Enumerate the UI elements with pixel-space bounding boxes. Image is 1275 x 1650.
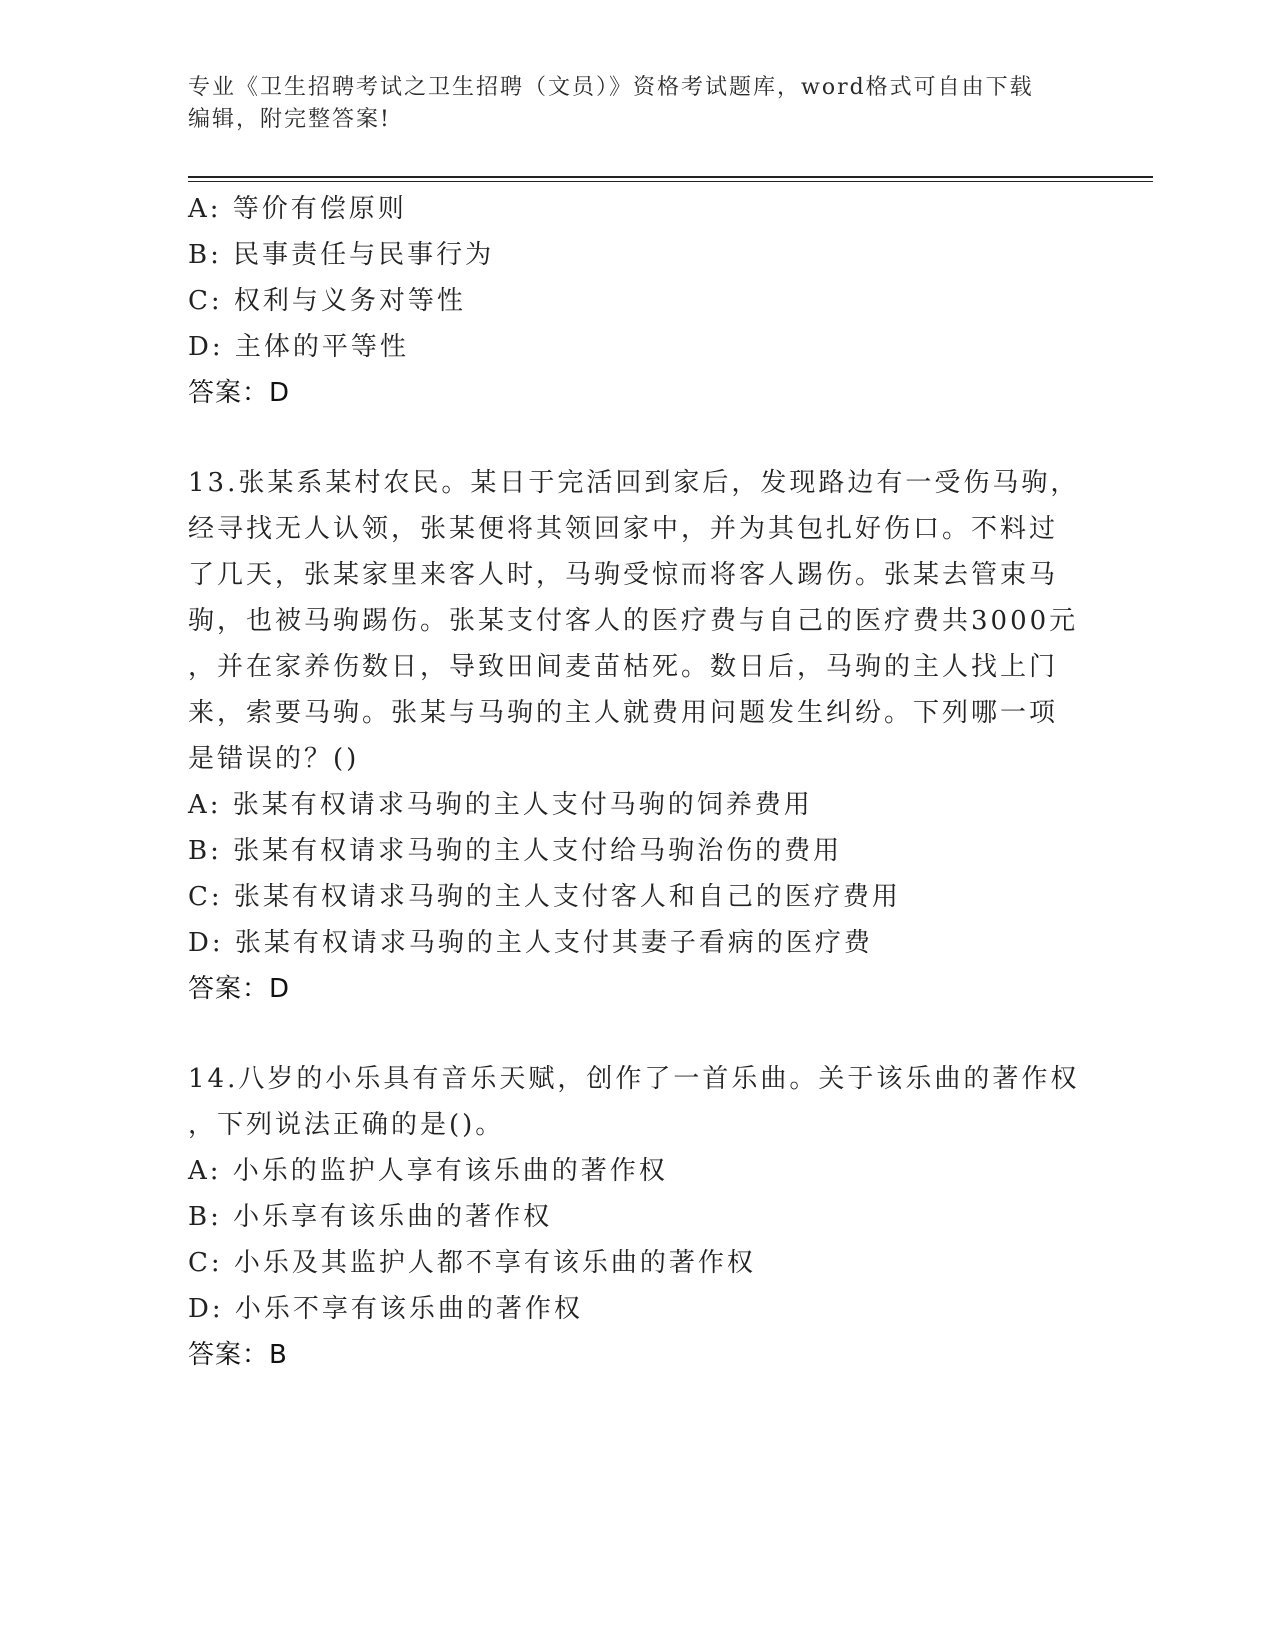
header-line-1: 专业《卫生招聘考试之卫生招聘（文员）》资格考试题库，word格式可自由下载 bbox=[188, 75, 1034, 100]
question-14 bbox=[188, 1056, 1088, 1378]
q12-answer: 答案：D bbox=[188, 378, 291, 408]
q14-option-a: A: 小乐的监护人享有该乐曲的著作权 bbox=[188, 1156, 668, 1186]
header-divider-thick bbox=[188, 176, 1153, 178]
q13-stem-line: 驹，也被马驹踢伤。张某支付客人的医疗费与自己的医疗费共3000元 bbox=[188, 606, 1079, 636]
spacer bbox=[188, 1012, 1088, 1056]
q13-stem-line: 是错误的？() bbox=[188, 744, 360, 774]
q13-answer: 答案：D bbox=[188, 974, 291, 1004]
q13-stem-line: 经寻找无人认领，张某便将其领回家中，并为其包扎好伤口。不料过 bbox=[188, 514, 1059, 544]
q14-option-d: D: 小乐不享有该乐曲的著作权 bbox=[188, 1294, 583, 1324]
q14-option-b: B: 小乐享有该乐曲的著作权 bbox=[188, 1202, 553, 1232]
header-line-2: 编辑，附完整答案! bbox=[188, 107, 391, 132]
q13-option-c: C: 张某有权请求马驹的主人支付客人和自己的医疗费用 bbox=[188, 882, 901, 912]
q12-option-a: A: 等价有偿原则 bbox=[188, 194, 407, 224]
q12-option-d: D: 主体的平等性 bbox=[188, 332, 409, 362]
header-divider-thin bbox=[188, 181, 1153, 182]
q13-option-d: D: 张某有权请求马驹的主人支付其妻子看病的医疗费 bbox=[188, 928, 873, 958]
document-header bbox=[188, 72, 1068, 136]
q13-option-a: A: 张某有权请求马驹的主人支付马驹的饲养费用 bbox=[188, 790, 813, 820]
q14-stem-line: 14.八岁的小乐具有音乐天赋，创作了一首乐曲。关于该乐曲的著作权 bbox=[188, 1064, 1080, 1094]
question-list bbox=[188, 186, 1088, 1378]
q13-stem-line: 来，索要马驹。张某与马驹的主人就费用问题发生纠纷。下列哪一项 bbox=[188, 698, 1059, 728]
q12-option-c: C: 权利与义务对等性 bbox=[188, 286, 466, 316]
q13-stem-line: 13.张某系某村农民。某日于完活回到家后，发现路边有一受伤马驹， bbox=[188, 468, 1080, 498]
question-12 bbox=[188, 186, 1088, 416]
q14-option-c: C: 小乐及其监护人都不享有该乐曲的著作权 bbox=[188, 1248, 756, 1278]
q14-answer: 答案：B bbox=[188, 1340, 288, 1370]
question-13 bbox=[188, 460, 1088, 1012]
q12-option-b: B: 民事责任与民事行为 bbox=[188, 240, 495, 270]
q13-stem-line: 了几天，张某家里来客人时，马驹受惊而将客人踢伤。张某去管束马 bbox=[188, 560, 1059, 590]
q13-option-b: B: 张某有权请求马驹的主人支付给马驹治伤的费用 bbox=[188, 836, 843, 866]
q14-stem-line: ，下列说法正确的是()。 bbox=[188, 1110, 505, 1140]
q13-stem-line: ，并在家养伤数日，导致田间麦苗枯死。数日后，马驹的主人找上门 bbox=[188, 652, 1059, 682]
spacer bbox=[188, 416, 1088, 460]
